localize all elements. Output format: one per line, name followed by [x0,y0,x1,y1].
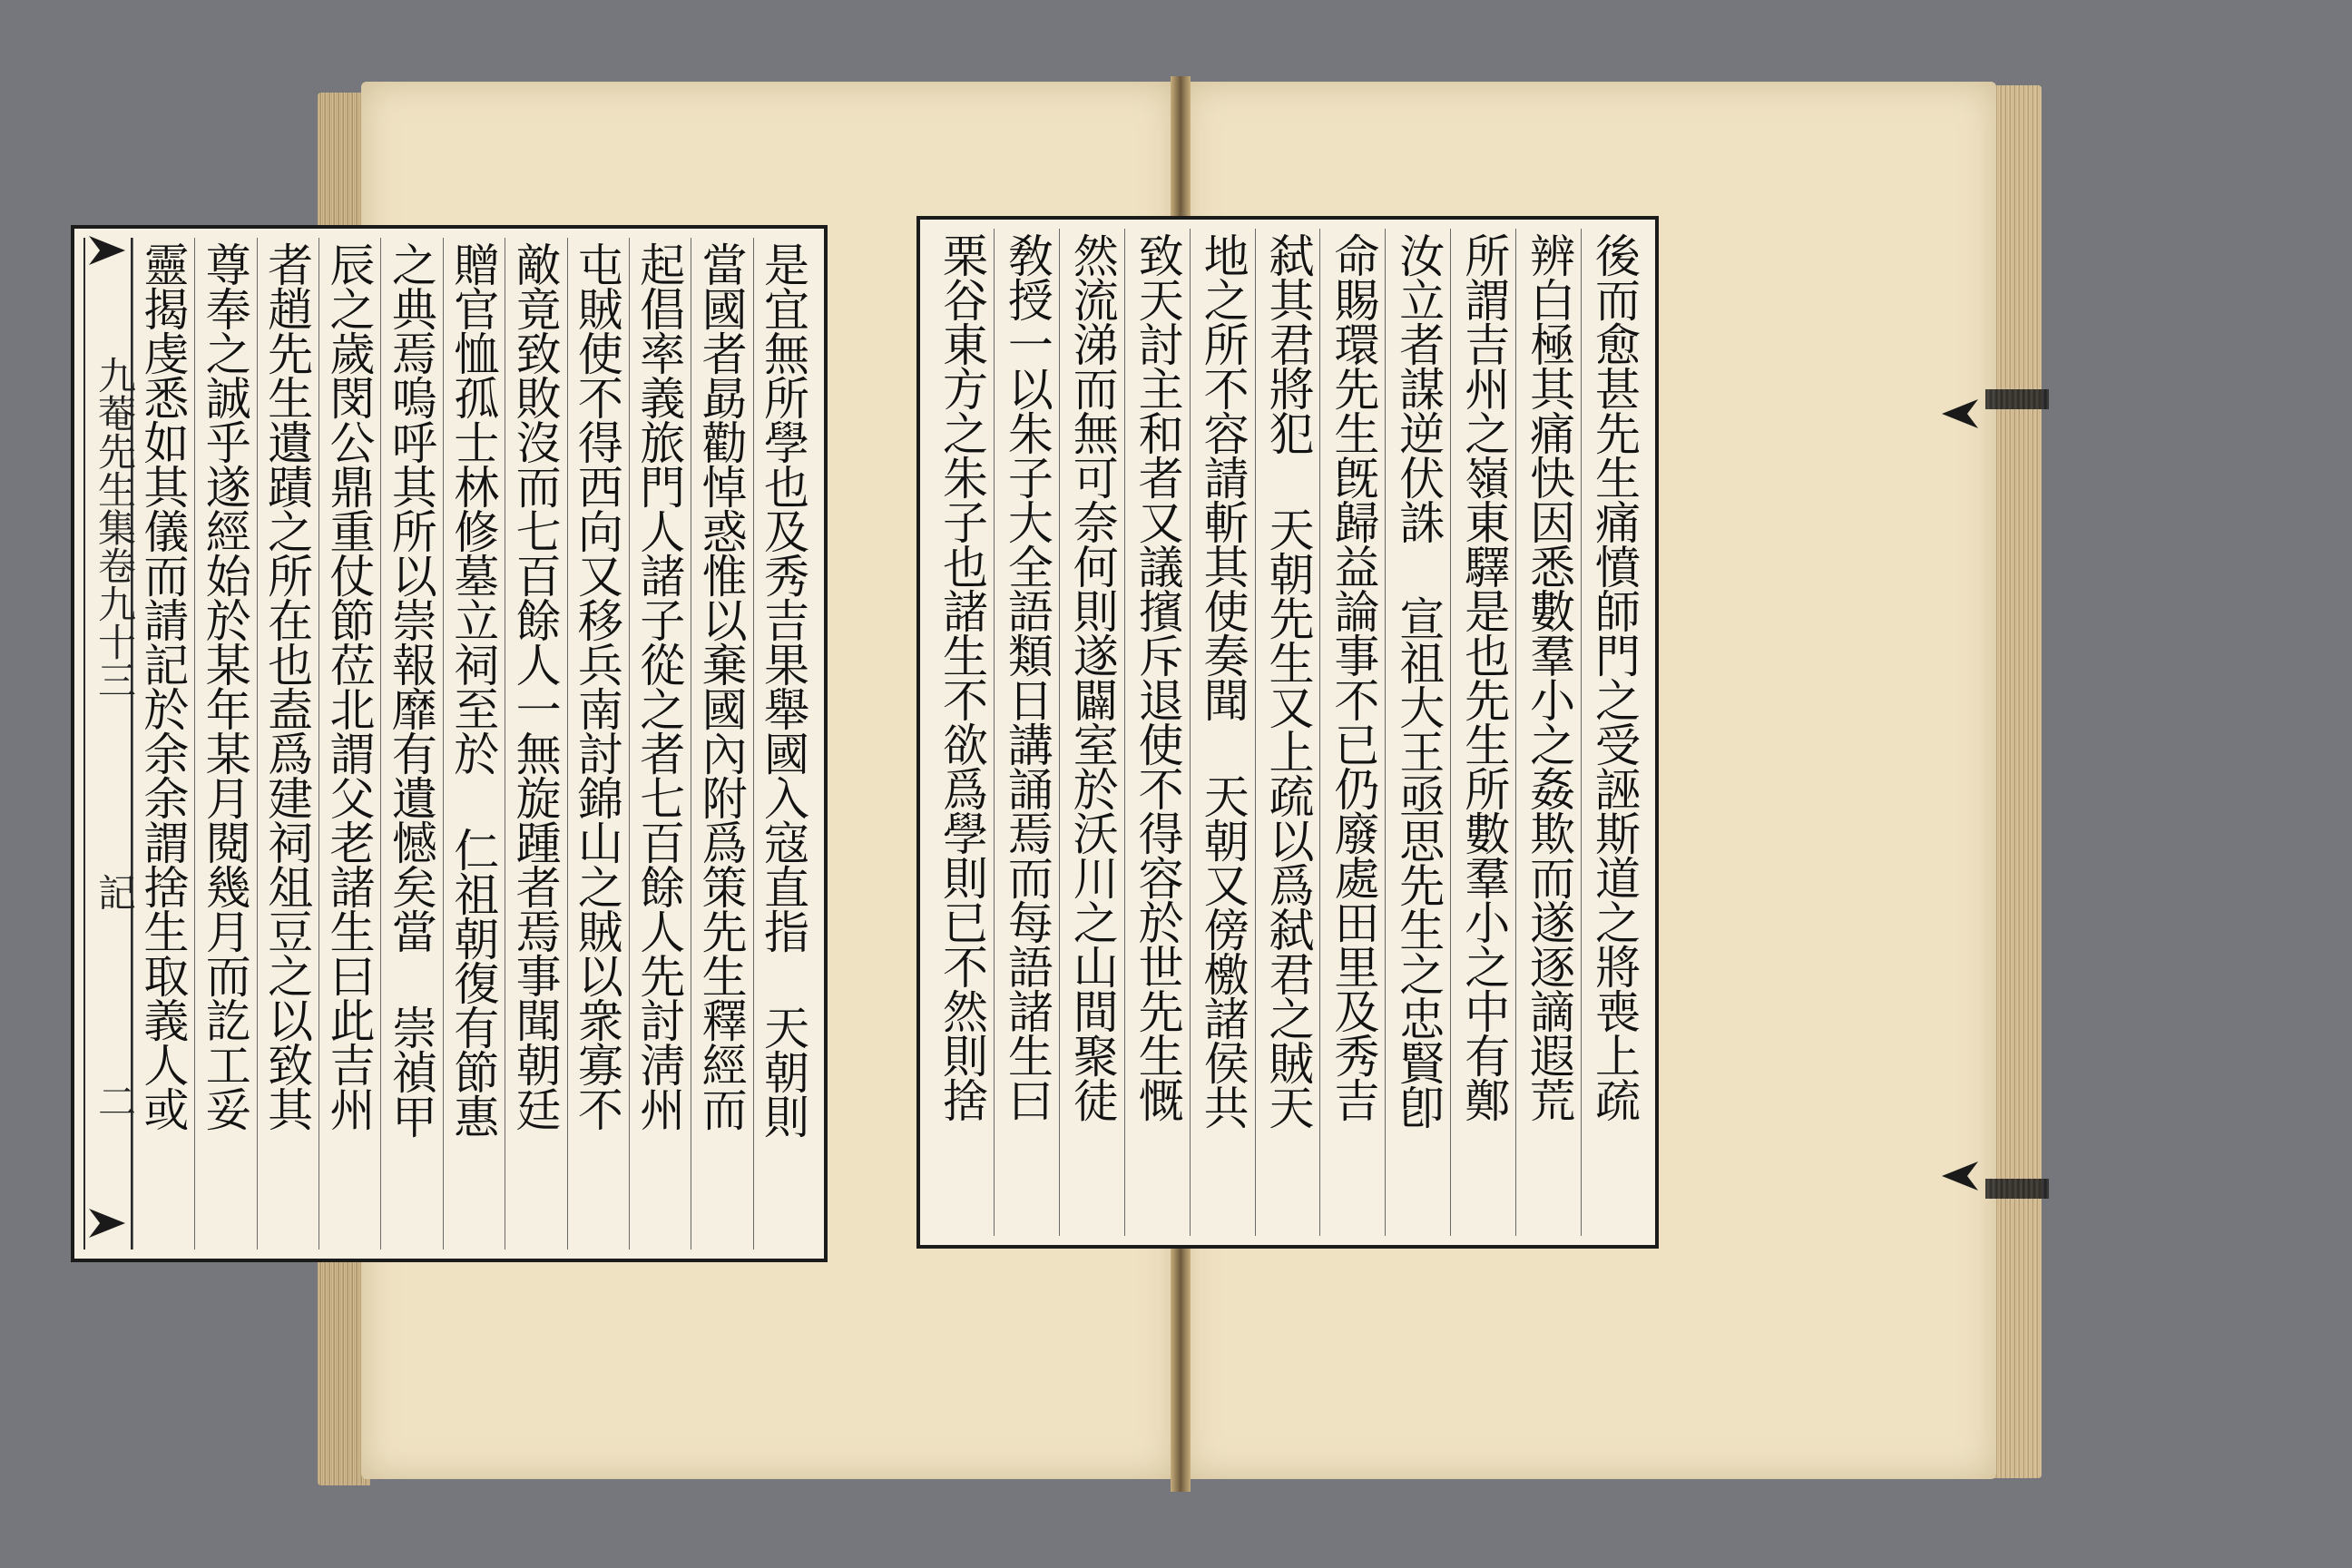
text-column: 敎授一以朱子大全語類日講誦焉而每語諸生曰 [994,229,1059,1236]
text-column: 靈揭虔悉如其儀而請記於余余謂捨生取義人或 [132,238,194,1250]
text-column: 命賜環先生旣歸益論事不已仍廢處田里及秀吉 [1319,229,1385,1236]
text-column: 之典焉嗚呼其所以崇報靡有遺憾矣當 崇禎甲 [380,238,442,1250]
text-column: 尊奉之誠乎遂經始於某年某月閱幾月而訖工妥 [194,238,256,1250]
text-column: 然流涕而無可奈何則遂闢室於沃川之山間聚徒 [1059,229,1124,1236]
text-column: 所謂吉州之嶺東驛是也先生所數羣小之中有鄭 [1450,229,1515,1236]
text-column: 敵竟致敗沒而七百餘人一無旋踵者焉事聞朝廷 [505,238,566,1250]
text-column: 汝立者謀逆伏誅 宣祖大王亟思先生之忠賢卽 [1385,229,1450,1236]
page-edges-right [1989,85,2042,1478]
text-column: 辰之歲閔公鼎重仗節莅北謂父老諸生曰此吉州 [318,238,380,1250]
text-column: 當國者勗勸悼惑惟以棄國內附爲策先生釋經而 [691,238,752,1250]
text-column: 後而愈甚先生痛憤師門之受誣斯道之將喪上疏 [1581,229,1646,1236]
text-column: 弑其君將犯 天朝先生又上疏以爲弑君之賊天 [1255,229,1320,1236]
text-column: 致天討主和者又議擯斥退使不得容於世先生慨 [1124,229,1190,1236]
fish-tail-mark-top [89,236,125,265]
text-column: 者趙先生遺蹟之所在也盍爲建祠俎豆之以致其 [257,238,318,1250]
right-text-block [916,216,1659,1249]
text-column: 辨白極其痛快因悉數羣小之姦欺而遂逐謫遐荒 [1515,229,1581,1236]
text-column: 栗谷東方之朱子也諸生不欲爲學則已不然則捨 [935,232,988,1122]
page-number: 二 [93,1082,138,1120]
binding-cord-bottom-right [1985,1179,2049,1199]
fish-tail-mark-bottom [89,1209,125,1238]
text-column: 是宜無所學也及秀吉果舉國入寇直指 天朝則 [753,238,815,1250]
center-margin-column [83,238,138,1250]
binding-cord-top-right [1985,389,2049,409]
text-column: 起倡率義旅門人諸子從之者七百餘人先討淸州 [629,238,691,1250]
text-column: 屯賊使不得西向又移兵南討錦山之賊以衆寡不 [567,238,629,1250]
section-label: 記 [93,873,138,911]
text-column: 地之所不容請斬其使奏聞 天朝又傍檄諸侯共 [1190,229,1255,1236]
left-text-block [71,225,828,1262]
book-title: 九菴先生集卷九十三 [93,356,138,699]
text-column: 贈官恤孤士林修墓立祠至於 仁祖朝復有節惠 [443,238,505,1250]
